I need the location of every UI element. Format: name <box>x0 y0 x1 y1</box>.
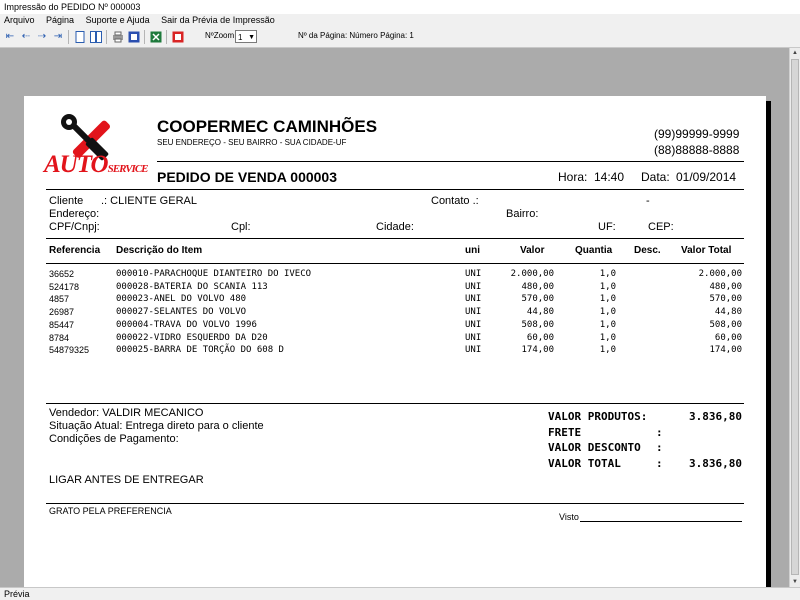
cell-total: 480,00 <box>709 281 742 292</box>
cpl-label: Cpl: <box>231 221 251 233</box>
total-label: VALOR DESCONTO <box>548 441 641 454</box>
seller: Vendedor: VALDIR MECANICO <box>49 407 204 419</box>
situation: Situação Atual: Entrega direto para o cliente <box>49 420 264 432</box>
header-divider <box>157 161 744 162</box>
client-label: Cliente <box>49 195 84 207</box>
toolbar-separator <box>68 30 69 44</box>
cell-ref: 85447 <box>49 319 75 330</box>
total-value: 3.836,80 <box>689 456 742 470</box>
signature-line <box>580 521 742 522</box>
cell-total: 2.000,00 <box>698 269 742 279</box>
company-name: COOPERMEC CAMINHÕES <box>157 117 378 136</box>
total-colon: : <box>656 441 663 454</box>
print-icon[interactable] <box>112 31 124 43</box>
table-bottom-divider <box>46 403 744 404</box>
cell-qty: 1,0 <box>599 319 616 330</box>
cell-qty: 1,0 <box>599 294 616 305</box>
visto-label: Visto <box>559 512 579 522</box>
total-label: VALOR TOTAL <box>548 456 621 470</box>
toolbar-separator <box>106 30 107 44</box>
date-label: Data: <box>641 170 670 184</box>
cpf-label: CPF/Cnpj: <box>49 221 100 233</box>
contact-value: - <box>646 195 650 207</box>
col-total-header: Valor Total <box>681 245 732 256</box>
col-qty-header: Quantia <box>575 245 613 256</box>
cell-total: 570,00 <box>709 294 742 305</box>
cell-ref: 524178 <box>49 281 80 292</box>
col-desc-header: Descrição do Item <box>116 245 203 256</box>
cell-valor: 44,80 <box>526 307 554 318</box>
vertical-scrollbar[interactable] <box>789 48 800 587</box>
menu-bar <box>0 14 800 27</box>
scroll-up-icon[interactable]: ▲ <box>792 50 798 56</box>
cell-uni: UNI <box>465 307 482 318</box>
menu-pagina[interactable]: Página <box>46 15 75 25</box>
col-disc-header: Desc. <box>634 245 661 256</box>
preview-viewport <box>0 48 789 587</box>
client-divider <box>46 238 744 239</box>
cell-valor: 2.000,00 <box>510 269 554 279</box>
two-pages-icon[interactable] <box>90 31 102 43</box>
cell-ref: 54879325 <box>49 345 90 356</box>
cell-uni: UNI <box>465 345 482 356</box>
prev-page-icon[interactable]: ⇠ <box>21 31 31 42</box>
cell-desc: 000027-SELANTES DO VOLVO <box>116 307 247 318</box>
zoom-label: NºZoom <box>205 31 235 40</box>
window-title: Impressão do PEDIDO Nº 000003 <box>0 0 800 14</box>
payment-conditions: Condições de Pagamento: <box>49 433 179 445</box>
total-colon: : <box>656 425 663 439</box>
menu-sair[interactable]: Sair da Prévia de Impressão <box>161 15 275 25</box>
word-export-icon[interactable] <box>128 31 140 43</box>
status-bar: Prévia <box>0 587 800 600</box>
chevron-down-icon: ▼ <box>248 34 255 41</box>
time-label: Hora: <box>558 170 588 184</box>
time-value: 14:40 <box>594 170 625 184</box>
phone-1: (99)99999-9999 <box>654 127 740 141</box>
bairro-label: Bairro: <box>506 208 539 220</box>
phone-2: (88)88888-8888 <box>654 143 740 157</box>
cell-qty: 1,0 <box>599 269 616 279</box>
zoom-value: 1 <box>238 33 243 42</box>
menu-suporte[interactable]: Suporte e Ajuda <box>85 15 150 25</box>
cell-total: 60,00 <box>714 332 742 343</box>
logo-text: AUTOSERVICE <box>44 151 148 178</box>
cell-valor: 508,00 <box>521 319 554 330</box>
title-divider <box>46 189 744 190</box>
cell-ref: 8784 <box>49 332 70 343</box>
cell-uni: UNI <box>465 294 482 305</box>
scroll-thumb[interactable] <box>791 59 799 575</box>
next-page-icon[interactable]: ⇢ <box>37 31 47 42</box>
company-address: SEU ENDEREÇO - SEU BAIRRO - SUA CIDADE-UF <box>157 138 347 147</box>
cell-qty: 1,0 <box>599 345 616 356</box>
cell-qty: 1,0 <box>599 281 616 292</box>
cell-total: 174,00 <box>709 345 742 356</box>
date-value: 01/09/2014 <box>676 170 737 184</box>
order-title: PEDIDO DE VENDA 000003 <box>157 169 337 185</box>
pdf-export-icon[interactable] <box>172 31 184 43</box>
cell-valor: 174,00 <box>521 345 554 356</box>
cell-desc: 000004-TRAVA DO VOLVO 1996 <box>116 319 257 330</box>
scroll-down-icon[interactable]: ▼ <box>792 579 798 585</box>
delivery-note: LIGAR ANTES DE ENTREGAR <box>49 474 204 486</box>
single-page-icon[interactable] <box>74 31 86 43</box>
cell-ref: 26987 <box>49 307 75 318</box>
page-number-label: Nº da Página: Número Página: 1 <box>298 31 414 40</box>
client-value: .: CLIENTE GERAL <box>101 195 197 207</box>
total-label: FRETE <box>548 425 582 439</box>
address-label: Endereço: <box>49 208 100 220</box>
first-page-icon[interactable]: ⇤ <box>5 31 15 42</box>
cell-total: 44,80 <box>714 307 742 318</box>
toolbar <box>0 27 800 48</box>
cell-desc: 000022-VIDRO ESQUERDO DA D20 <box>116 332 268 343</box>
cell-desc: 000010-PARACHOQUE DIANTEIRO DO IVECO <box>116 269 312 279</box>
contact-label: Contato .: <box>431 195 479 207</box>
total-value: 3.836,80 <box>689 410 742 423</box>
cell-uni: UNI <box>465 319 482 330</box>
cell-qty: 1,0 <box>599 332 616 343</box>
cep-label: CEP: <box>648 221 674 233</box>
uf-label: UF: <box>598 221 616 233</box>
cell-desc: 000023-ANEL DO VOLVO 480 <box>116 294 247 305</box>
cell-ref: 36652 <box>49 269 75 279</box>
cell-uni: UNI <box>465 332 482 343</box>
zoom-select[interactable] <box>235 30 257 43</box>
total-colon: : <box>656 456 663 470</box>
toolbar-separator <box>166 30 167 44</box>
toolbar-separator <box>144 30 145 44</box>
table-header-divider <box>46 263 744 264</box>
excel-export-icon[interactable] <box>150 31 162 43</box>
thanks-message: GRATO PELA PREFERENCIA <box>49 506 172 516</box>
last-page-icon[interactable]: ⇥ <box>53 31 63 42</box>
cell-uni: UNI <box>465 269 482 279</box>
cell-desc: 000028-BATERIA DO SCANIA 113 <box>116 281 268 292</box>
col-ref-header: Referencia <box>49 245 101 256</box>
footer-divider <box>46 503 744 504</box>
cell-desc: 000025-BARRA DE TORÇÃO DO 608 D <box>116 345 284 356</box>
company-logo <box>44 112 148 178</box>
cell-valor: 570,00 <box>521 294 554 305</box>
col-uni-header: uni <box>465 245 480 256</box>
cell-valor: 60,00 <box>526 332 554 343</box>
cell-valor: 480,00 <box>521 281 554 292</box>
report-page <box>24 96 766 587</box>
col-valor-header: Valor <box>520 245 545 256</box>
cidade-label: Cidade: <box>376 221 414 233</box>
cell-ref: 4857 <box>49 294 70 305</box>
total-label: VALOR PRODUTOS: <box>548 410 648 423</box>
menu-arquivo[interactable]: Arquivo <box>4 15 35 25</box>
cell-uni: UNI <box>465 281 482 292</box>
cell-total: 508,00 <box>709 319 742 330</box>
cell-qty: 1,0 <box>599 307 616 318</box>
